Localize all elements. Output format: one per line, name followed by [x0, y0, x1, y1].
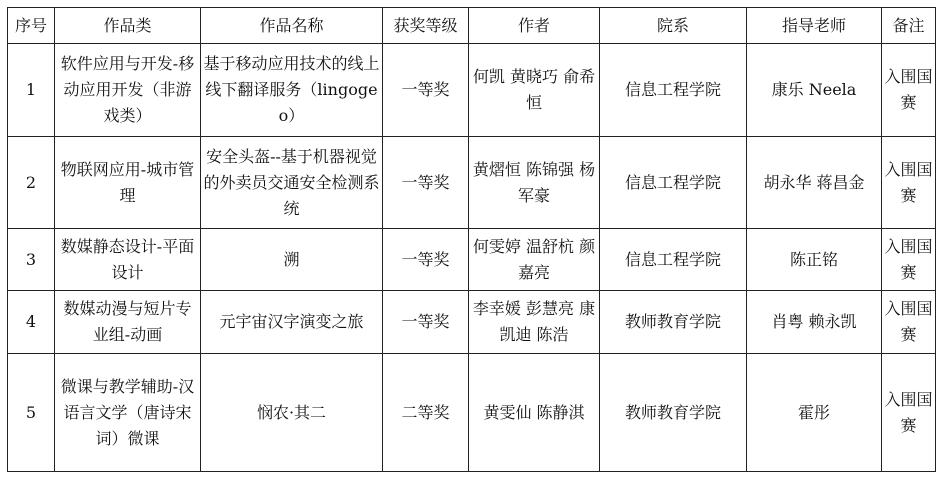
table-row [8, 291, 936, 354]
cell-category: 数媒静态设计-平面设计 [55, 229, 201, 291]
table-row [8, 44, 936, 137]
cell-department: 信息工程学院 [600, 229, 747, 291]
cell-note: 入围国赛 [882, 137, 936, 229]
header-award: 获奖等级 [383, 8, 469, 44]
cell-award: 一等奖 [383, 229, 469, 291]
cell-department: 信息工程学院 [600, 137, 747, 229]
cell-category: 物联网应用-城市管理 [55, 137, 201, 229]
header-note: 备注 [882, 8, 936, 44]
cell-category: 微课与教学辅助-汉语言文学（唐诗宋词）微课 [55, 354, 201, 472]
cell-department: 信息工程学院 [600, 44, 747, 137]
header-row [8, 8, 936, 44]
cell-note: 入围国赛 [882, 44, 936, 137]
cell-title: 元宇宙汉字演变之旅 [201, 291, 383, 354]
header-department: 院系 [600, 8, 747, 44]
cell-index: 2 [8, 137, 55, 229]
header-category: 作品类 [55, 8, 201, 44]
cell-index: 1 [8, 44, 55, 137]
header-advisor: 指导老师 [747, 8, 882, 44]
cell-award: 一等奖 [383, 291, 469, 354]
cell-index: 3 [8, 229, 55, 291]
cell-authors: 李幸媛 彭慧亮 康凯迪 陈浩 [469, 291, 600, 354]
cell-authors: 何雯婷 温舒杭 颜嘉亮 [469, 229, 600, 291]
table-row [8, 229, 936, 291]
cell-authors: 黄雯仙 陈静淇 [469, 354, 600, 472]
table-row [8, 137, 936, 229]
cell-department: 教师教育学院 [600, 291, 747, 354]
cell-authors: 黄熠恒 陈锦强 杨军豪 [469, 137, 600, 229]
header-index: 序号 [8, 8, 55, 44]
cell-title: 悯农·其二 [201, 354, 383, 472]
cell-title: 溯 [201, 229, 383, 291]
cell-index: 5 [8, 354, 55, 472]
cell-index: 4 [8, 291, 55, 354]
cell-advisor: 胡永华 蒋昌金 [747, 137, 882, 229]
cell-category: 数媒动漫与短片专业组-动画 [55, 291, 201, 354]
cell-authors: 何凯 黄晓巧 俞希恒 [469, 44, 600, 137]
cell-advisor: 康乐 Neela [747, 44, 882, 137]
cell-note: 入围国赛 [882, 291, 936, 354]
table-row [8, 354, 936, 472]
cell-category: 软件应用与开发-移动应用开发（非游戏类） [55, 44, 201, 137]
cell-award: 一等奖 [383, 44, 469, 137]
awards-table [7, 7, 936, 472]
cell-note: 入围国赛 [882, 229, 936, 291]
cell-award: 二等奖 [383, 354, 469, 472]
cell-title: 安全头盔--基于机器视觉的外卖员交通安全检测系统 [201, 137, 383, 229]
cell-title: 基于移动应用技术的线上线下翻译服务（lingogeo） [201, 44, 383, 137]
cell-note: 入围国赛 [882, 354, 936, 472]
cell-award: 一等奖 [383, 137, 469, 229]
cell-department: 教师教育学院 [600, 354, 747, 472]
cell-advisor: 霍彤 [747, 354, 882, 472]
header-authors: 作者 [469, 8, 600, 44]
cell-advisor: 肖粤 赖永凯 [747, 291, 882, 354]
cell-advisor: 陈正铭 [747, 229, 882, 291]
header-title: 作品名称 [201, 8, 383, 44]
